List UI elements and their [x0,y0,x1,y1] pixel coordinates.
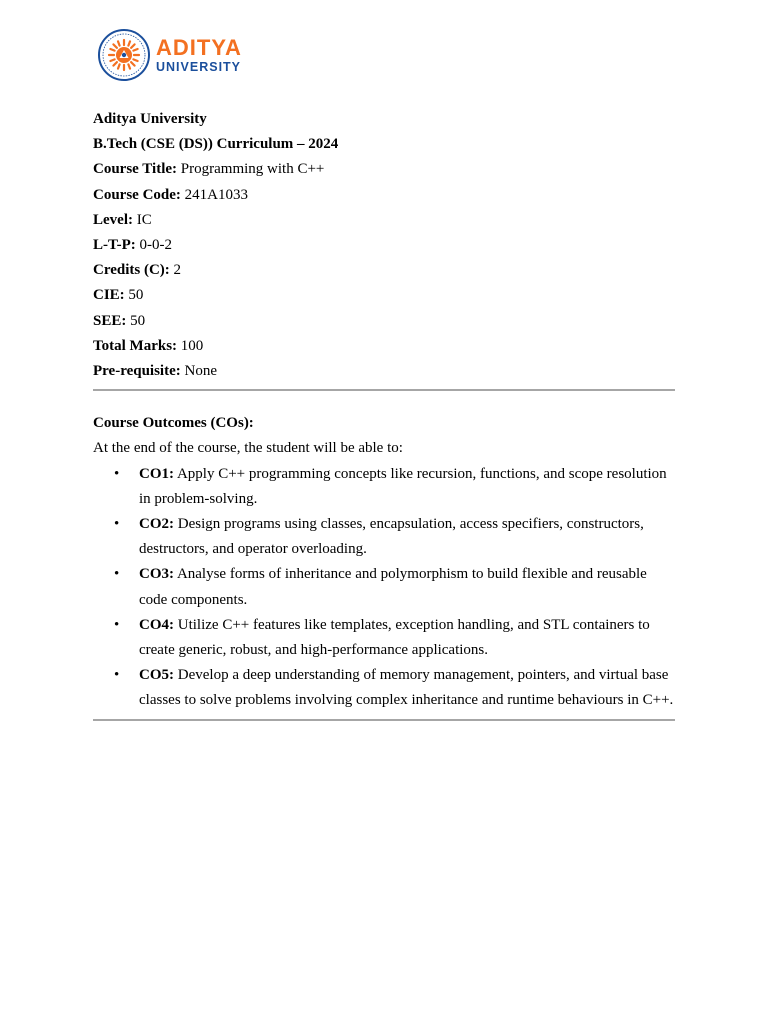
detail-label: Total Marks: [93,337,178,354]
detail-course-code [93,183,675,208]
outcomes-heading: Course Outcomes (COs): [93,415,254,432]
logo-wordmark-line2: UNIVERSITY [156,59,242,74]
outcome-label: CO4: [139,616,174,633]
outcome-label: CO1: [139,465,174,482]
outcome-text: Design programs using classes, encapsulation, access specifiers, constructors, destructors, and operator overloading. [139,516,644,558]
outcome-text: Utilize C++ features like templates, exception handling, and STL containers to create generic, robust, and high-performance applications. [139,616,650,659]
detail-value: 2 [173,262,182,279]
university-emblem-icon [97,28,151,82]
outcomes-intro: At the end of the course, the student will be able to: [93,440,403,457]
detail-value: 50 [130,312,146,329]
list-item [93,663,675,713]
detail-prerequisite [93,359,675,384]
curriculum-title: B.Tech (CSE (DS)) Curriculum – 2024 [93,136,339,153]
detail-label: L-T-P: [93,237,136,254]
detail-total-marks [93,334,675,359]
section-divider [93,719,675,721]
list-item [93,462,675,512]
list-item [93,562,675,612]
outcome-text: Apply C++ programming concepts like recursion, functions, and scope resolution in problem-solving. [139,465,667,507]
detail-value: None [184,363,218,380]
detail-value: 241A1033 [184,186,248,203]
detail-level [93,208,675,233]
university-logo [97,29,242,81]
detail-cie [93,283,675,308]
detail-label: SEE: [93,312,127,329]
detail-value: 50 [128,287,144,304]
detail-label: Level: [93,211,133,228]
outcome-label: CO3: [139,566,174,583]
logo-wordmark-line1: ADITYA [156,34,242,60]
outcomes-list [93,462,675,714]
outcome-label: CO5: [139,667,174,684]
detail-label: Pre-requisite: [93,363,181,380]
list-item [93,512,675,562]
list-item [93,613,675,663]
outcome-text: Develop a deep understanding of memory management, pointers, and virtual base classes to solve problems involving complex inheritance and runtime behaviours in C++. [139,667,674,709]
detail-credits [93,258,675,283]
detail-ltp [93,233,675,258]
logo-wordmark [156,34,242,74]
detail-see [93,309,675,334]
outcome-text: Analyse forms of inheritance and polymorphism to build flexible and reusable code components. [139,566,647,608]
detail-label: Credits (C): [93,262,170,279]
outcome-label: CO2: [139,516,174,533]
detail-value: 100 [180,337,204,354]
detail-label: CIE: [93,287,125,304]
detail-label: Course Title: [93,161,178,178]
detail-value: IC [136,211,152,228]
detail-course-title [93,157,675,182]
university-name: Aditya University [93,111,207,127]
detail-value: 0-0-2 [139,237,173,254]
detail-label: Course Code: [93,186,181,203]
course-details [93,157,675,384]
course-document [93,107,675,721]
detail-value: Programming with C++ [180,161,325,178]
